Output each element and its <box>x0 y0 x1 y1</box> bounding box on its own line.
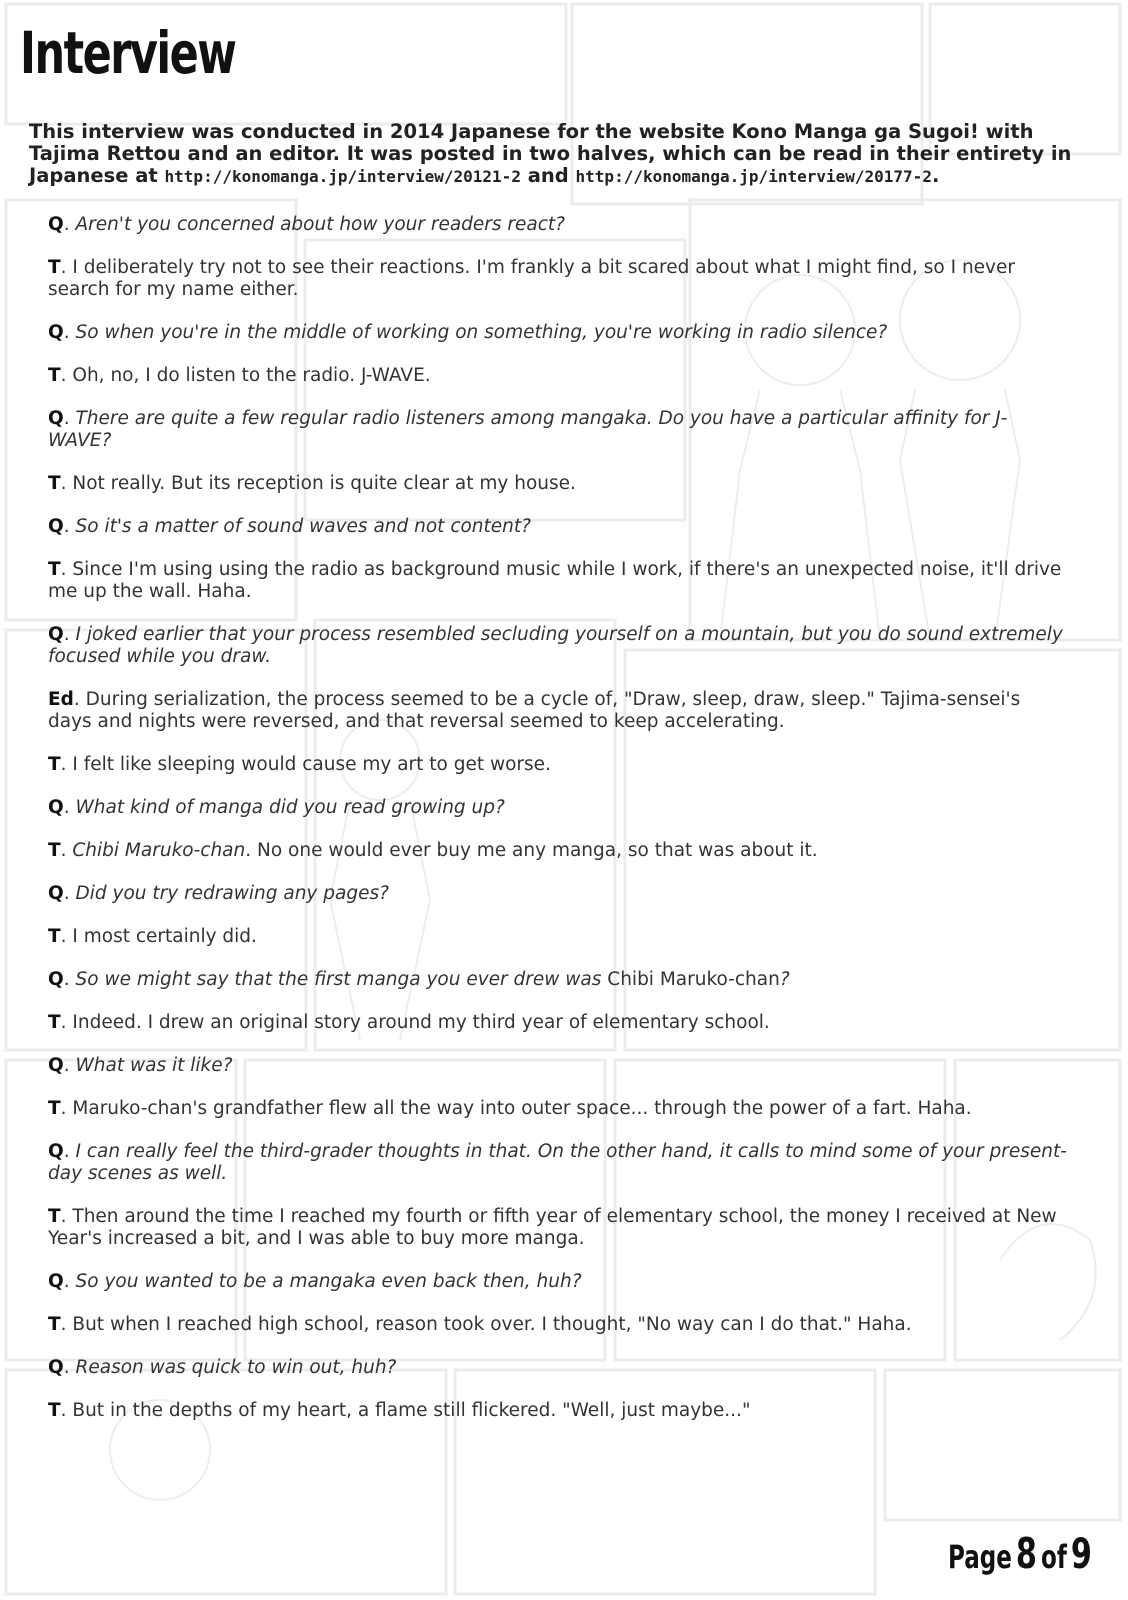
qa-item: T. Not really. But its reception is quite clear at my house. <box>48 473 576 494</box>
qa-item: T. Oh, no, I do listen to the radio. J-WAVE. <box>48 365 431 386</box>
intro-text: This interview was conducted in 2014 Japanese for the website Kono Manga ga Sugoi! with Tajima Rettou and an editor. It was posted in two halves, which can be read in their entirety in Japanese at <box>29 120 1072 187</box>
speaker-label: T <box>48 1098 61 1119</box>
speaker-label: T <box>48 473 61 494</box>
speaker-label: Q <box>48 408 64 429</box>
qa-text: But in the depths of my heart, a flame still flickered. "Well, just maybe..." <box>72 1400 751 1421</box>
qa-text: Since I'm using using the radio as background music while I work, if there's an unexpected noise, it'll drive me up the wall. Haha. <box>48 559 1062 602</box>
speaker-label: Q <box>48 322 64 343</box>
speaker-label: Q <box>48 1357 64 1378</box>
qa-text <box>76 969 790 990</box>
of-word: of <box>1041 1538 1067 1576</box>
speaker-label: T <box>48 1400 61 1421</box>
speaker-label: Q <box>48 969 64 990</box>
qa-item: Q. What was it like? <box>48 1055 233 1076</box>
qa-text: I deliberately try not to see their reactions. I'm frankly a bit scared about what I might find, so I never search for my name either. <box>48 257 1015 300</box>
qa-item: T. I felt like sleeping would cause my art to get worse. <box>48 754 551 775</box>
qa-item: T. Then around the time I reached my fourth or fifth year of elementary school, the money I received at New Year's increased a bit, and I was able to buy more manga. <box>48 1206 1057 1249</box>
qa-text: But when I reached high school, reason took over. I thought, "No way can I do that." Haha. <box>72 1314 912 1335</box>
qa-text: So you wanted to be a mangaka even back then, huh? <box>75 1271 582 1292</box>
qa-item: T. Chibi Maruko-chan. No one would ever buy me any manga, so that was about it. <box>48 840 818 861</box>
qa-item: T. Since I'm using using the radio as background music while I work, if there's an unexpected noise, it'll drive me up the wall. Haha. <box>48 559 1062 602</box>
qa-text: I most certainly did. <box>72 926 257 947</box>
page-number <box>948 1529 1092 1578</box>
qa-item: Q. So you wanted to be a mangaka even back then, huh? <box>48 1271 582 1292</box>
speaker-label: Q <box>48 1141 64 1162</box>
qa-text: So it's a matter of sound waves and not content? <box>75 516 531 537</box>
qa-item: Q. I joked earlier that your process resembled secluding yourself on a mountain, but you do sound extremely focused while you draw. <box>48 624 1063 667</box>
qa-text-part: So we might say that the first manga you ever drew was <box>75 969 608 990</box>
speaker-label: T <box>48 926 61 947</box>
qa-item: Q. So when you're in the middle of working on something, you're working in radio silence? <box>48 322 888 343</box>
speaker-label: T <box>48 1314 61 1335</box>
page-word: Page <box>948 1538 1013 1576</box>
speaker-label: Q <box>48 624 64 645</box>
speaker-label: Q <box>48 516 64 537</box>
speaker-label: T <box>48 1012 61 1033</box>
manga-title: Chibi Maruko-chan <box>607 969 780 990</box>
speaker-label: T <box>48 257 61 278</box>
total-pages: 9 <box>1070 1529 1092 1578</box>
speaker-label: Q <box>48 797 64 818</box>
speaker-label: Q <box>48 1271 64 1292</box>
speaker-label: Ed <box>48 689 74 710</box>
interview-transcript <box>48 214 1068 1443</box>
speaker-label: Q <box>48 1055 64 1076</box>
speaker-label: T <box>48 559 61 580</box>
qa-item: T. Indeed. I drew an original story around my third year of elementary school. <box>48 1012 770 1033</box>
qa-item: Q. What kind of manga did you read growing up? <box>48 797 505 818</box>
qa-item: Q. Aren't you concerned about how your readers react? <box>48 214 566 235</box>
qa-text: Aren't you concerned about how your readers react? <box>75 214 566 235</box>
qa-item: Q. So we might say that the first manga you ever drew was Chibi Maruko-chan? <box>48 969 790 990</box>
intro-end: . <box>931 164 940 187</box>
qa-text: . No one would ever buy me any manga, so that was about it. <box>245 840 818 861</box>
qa-item: Q. Reason was quick to win out, huh? <box>48 1357 397 1378</box>
current-page: 8 <box>1016 1529 1038 1578</box>
qa-item: Q. There are quite a few regular radio listeners among mangaka. Do you have a particular affinity for J-WAVE? <box>48 408 1008 451</box>
qa-text: Not really. But its reception is quite clear at my house. <box>72 473 576 494</box>
qa-text: What was it like? <box>75 1055 233 1076</box>
qa-text: Maruko-chan's grandfather flew all the way into outer space... through the power of a fart. Haha. <box>72 1098 972 1119</box>
manga-title: Chibi Maruko-chan <box>72 840 246 861</box>
qa-text: Indeed. I drew an original story around my third year of elementary school. <box>72 1012 770 1033</box>
qa-text: During serialization, the process seemed to be a cycle of, "Draw, sleep, draw, sleep." Tajima-sensei's days and nights were reversed, and that reversal seemed to keep accelerating. <box>48 689 1021 732</box>
speaker-label: T <box>48 1206 61 1227</box>
qa-item: Ed. During serialization, the process seemed to be a cycle of, "Draw, sleep, draw, sleep." Tajima-sensei's days and nights were reversed, and that reversal seemed to keep accelerating. <box>48 689 1021 732</box>
intro-paragraph <box>29 121 1109 188</box>
qa-item: Q. I can really feel the third-grader thoughts in that. On the other hand, it calls to mind some of your present-day scenes as well. <box>48 1141 1067 1184</box>
qa-item: T. But in the depths of my heart, a flame still flickered. "Well, just maybe..." <box>48 1400 751 1421</box>
qa-item: Q. So it's a matter of sound waves and not content? <box>48 516 531 537</box>
qa-item: T. I most certainly did. <box>48 926 257 947</box>
page-title: Interview <box>20 19 236 87</box>
intro-and: and <box>520 164 576 187</box>
qa-text-end: ? <box>779 969 790 990</box>
speaker-label: T <box>48 754 61 775</box>
qa-text: Reason was quick to win out, huh? <box>75 1357 397 1378</box>
speaker-label: T <box>48 840 61 861</box>
speaker-label: Q <box>48 214 64 235</box>
qa-text: I felt like sleeping would cause my art to get worse. <box>72 754 551 775</box>
speaker-label: T <box>48 365 61 386</box>
speaker-label: Q <box>48 883 64 904</box>
qa-text: There are quite a few regular radio listeners among mangaka. Do you have a particular affinity for J-WAVE? <box>48 408 1008 451</box>
qa-text: I can really feel the third-grader thoughts in that. On the other hand, it calls to mind some of your present-day scenes as well. <box>48 1141 1067 1184</box>
qa-text: So when you're in the middle of working on something, you're working in radio silence? <box>75 322 888 343</box>
qa-text: What kind of manga did you read growing up? <box>75 797 505 818</box>
qa-text: Oh, no, I do listen to the radio. J-WAVE. <box>72 365 431 386</box>
qa-item: T. But when I reached high school, reason took over. I thought, "No way can I do that." Haha. <box>48 1314 912 1335</box>
qa-text: Then around the time I reached my fourth or fifth year of elementary school, the money I received at New Year's increased a bit, and I was able to buy more manga. <box>48 1206 1057 1249</box>
qa-text: Did you try redrawing any pages? <box>75 883 389 904</box>
interview-url-1[interactable]: http://konomanga.jp/interview/20121-2 <box>164 167 521 186</box>
qa-item: T. Maruko-chan's grandfather flew all the way into outer space... through the power of a fart. Haha. <box>48 1098 972 1119</box>
qa-text: I joked earlier that your process resembled secluding yourself on a mountain, but you do sound extremely focused while you draw. <box>48 624 1063 667</box>
interview-url-2[interactable]: http://konomanga.jp/interview/20177-2 <box>575 167 932 186</box>
qa-item: T. I deliberately try not to see their reactions. I'm frankly a bit scared about what I might find, so I never search for my name either. <box>48 257 1015 300</box>
qa-item: Q. Did you try redrawing any pages? <box>48 883 389 904</box>
